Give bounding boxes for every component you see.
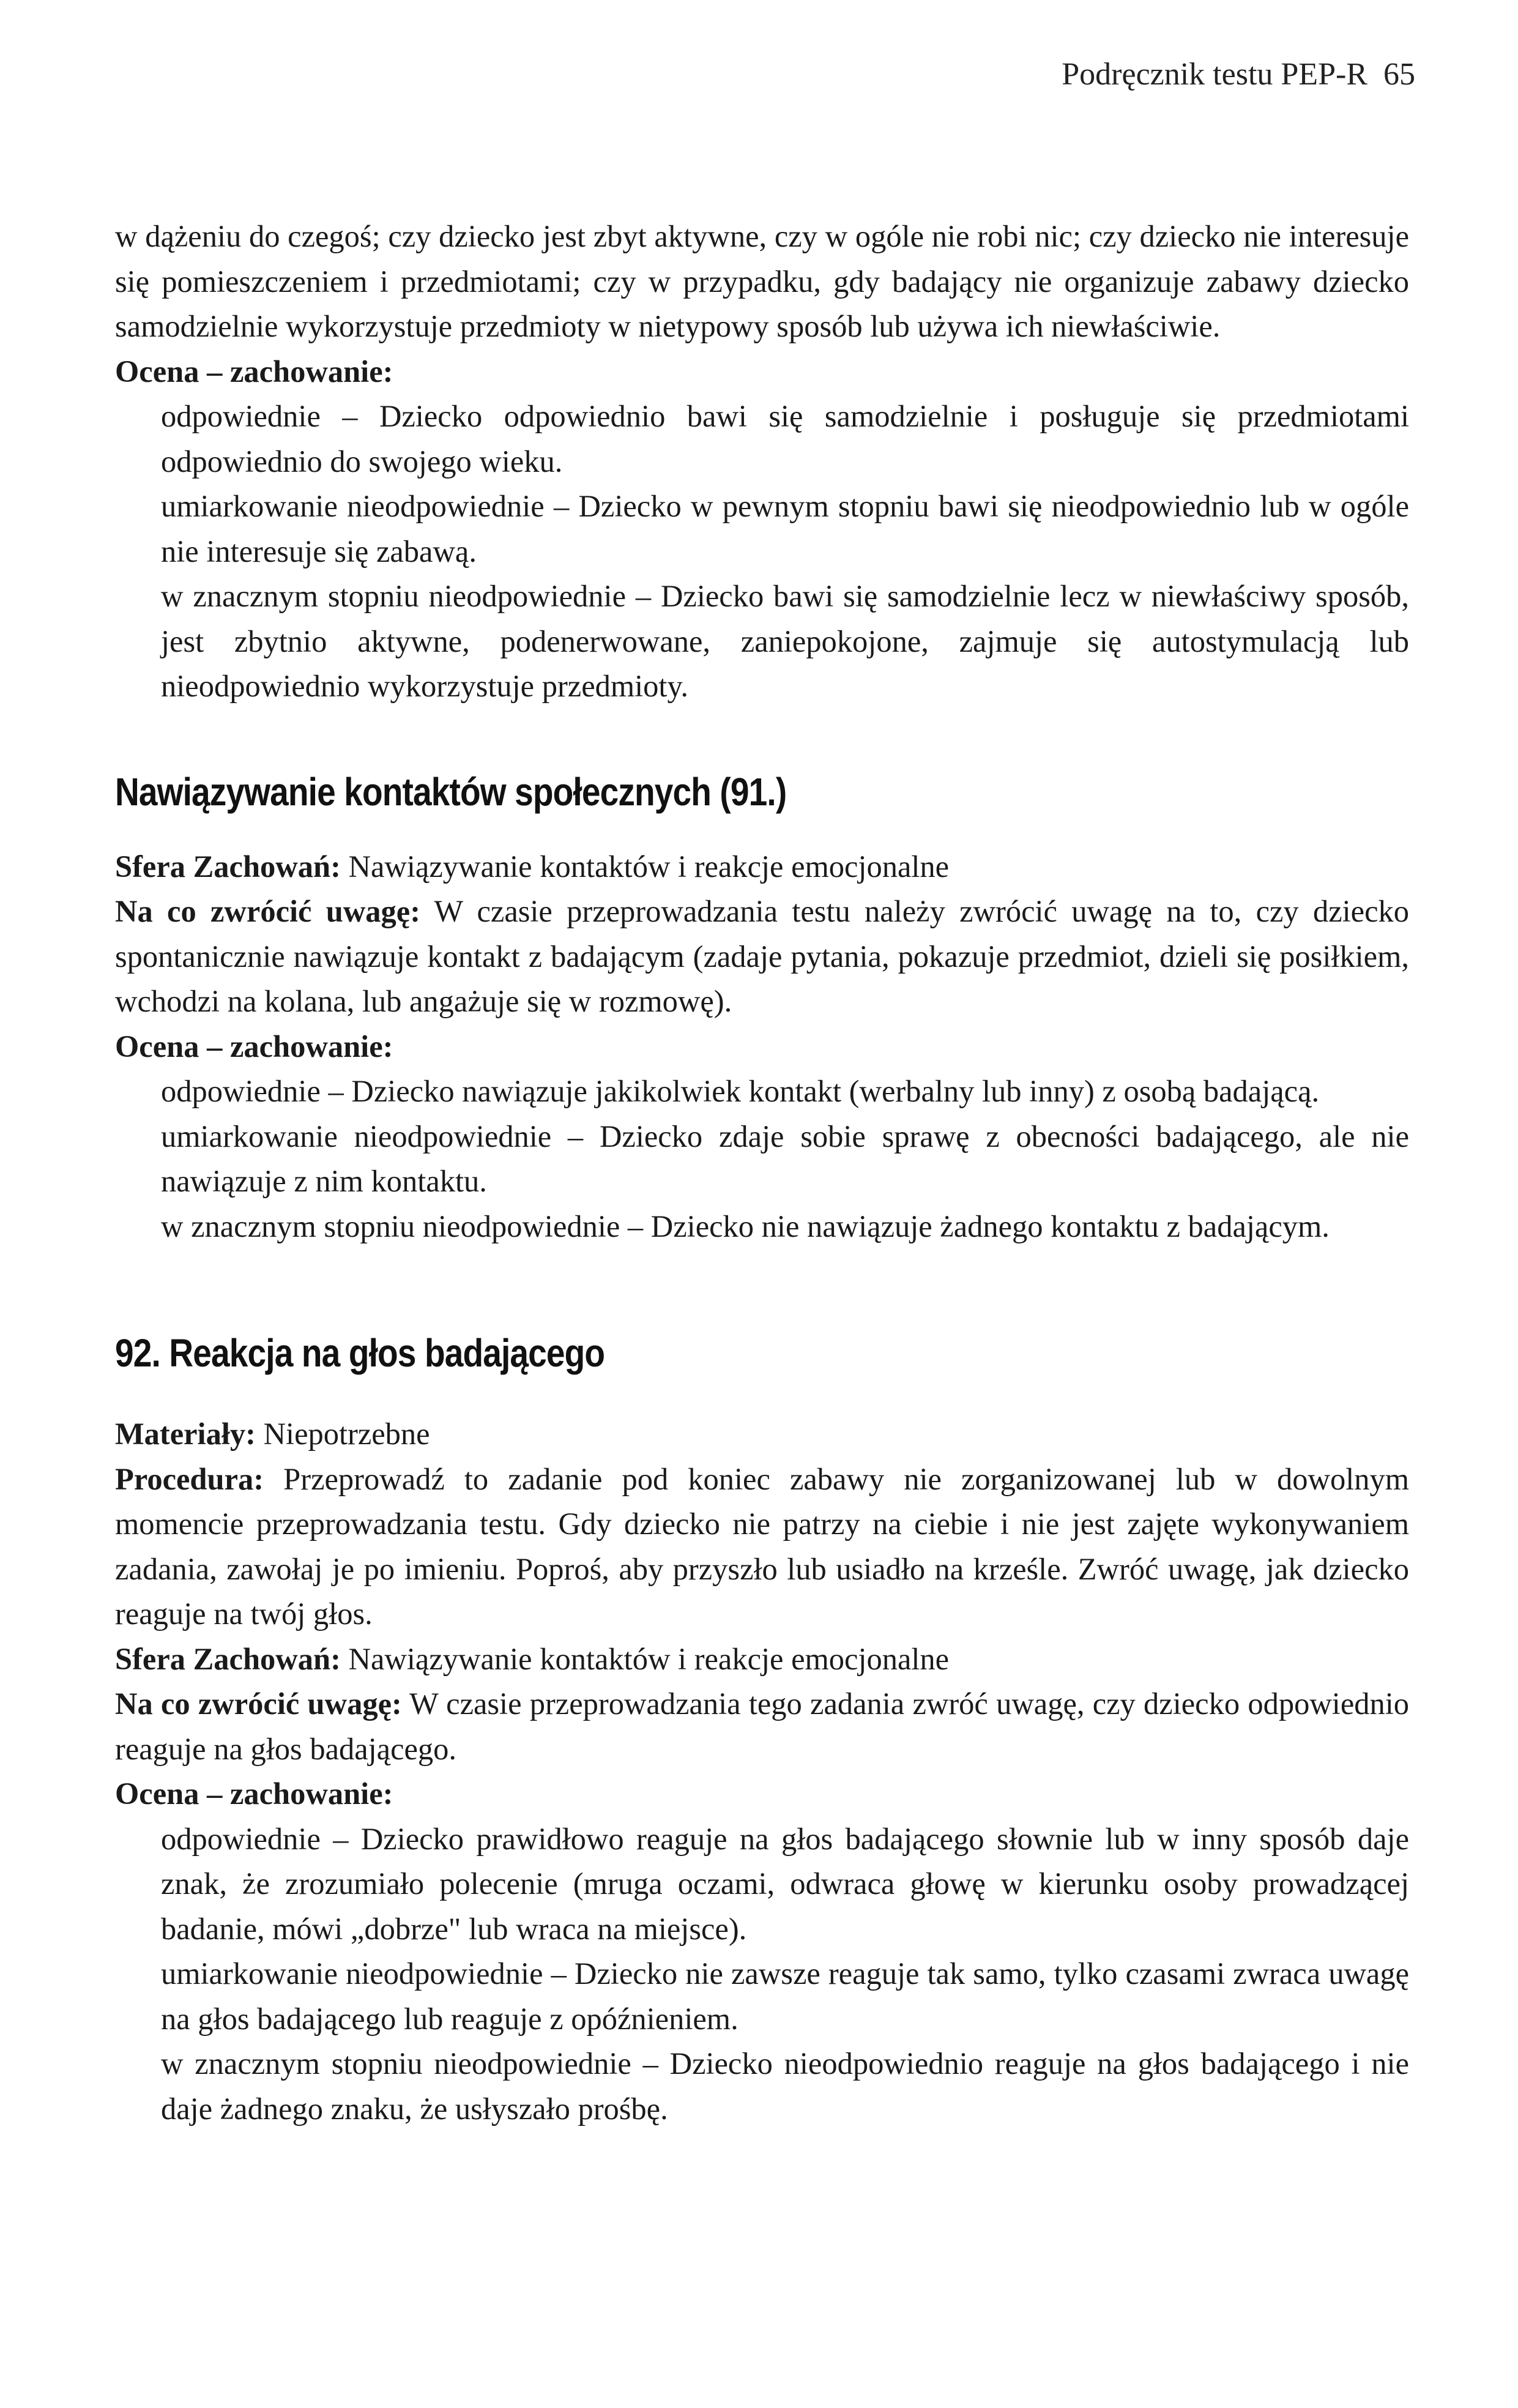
s91-sfera <box>115 844 1409 890</box>
s91-sfera-label: Sfera Zachowań: <box>115 849 341 884</box>
s91-rating-moderate: umiarkowanie nieodpowiednie – Dziecko zdaje sobie sprawę z obecności badającego, ale nie nawiązuje z nim kontaktu. <box>161 1119 1409 1198</box>
running-title: Podręcznik testu PEP-R <box>1062 57 1367 92</box>
page-body <box>115 214 1409 2131</box>
intro-rating-moderate: umiarkowanie nieodpowiednie – Dziecko w pewnym stopniu bawi się nieodpowiednio lub w ogóle nie interesuje się zabawą. <box>161 489 1409 568</box>
intro-ocena-label: Ocena – zachowanie: <box>115 354 393 389</box>
intro-rating-adequate: odpowiednie – Dziecko odpowiednio bawi się samodzielnie i posługuje się przedmiotami odpowiednio do swojego wieku. <box>161 399 1409 479</box>
s92-sfera-text: Nawiązywanie kontaktów i reakcje emocjonalne <box>348 1641 950 1676</box>
running-header <box>1062 56 1415 92</box>
s92-sfera-label: Sfera Zachowań: <box>115 1641 341 1676</box>
s92-rating-adequate: odpowiednie – Dziecko prawidłowo reaguje na głos badającego słownie lub w inny sposób daje znak, że zrozumiało polecenie (mruga oczami, odwraca głowę w kierunku osoby prowadzącej badanie, mówi „dobrze" lub wraca na miejsce). <box>161 1821 1409 1946</box>
s92-rating-severe: w znacznym stopniu nieodpowiednie – Dziecko nieodpowiednio reaguje na głos badającego i nie daje żadnego znaku, że usłyszało prośbę. <box>161 2046 1409 2126</box>
s92-procedura-label: Procedura: <box>115 1461 264 1496</box>
s91-nacozwrocic-label: Na co zwrócić uwagę: <box>115 894 421 928</box>
s92-materialy-text: Niepotrzebne <box>263 1417 430 1451</box>
intro-rating-severe: w znacznym stopniu nieodpowiednie – Dziecko bawi się samodzielnie lecz w niewłaściwy sposób, jest zbytnio aktywne, podenerwowane, zaniepokojone, zajmuje się autostymulacją lub nieodpowiednio wykorzystuje przedmioty. <box>161 579 1409 703</box>
s91-rating-adequate: odpowiednie – Dziecko nawiązuje jakikolwiek kontakt (werbalny lub inny) z osobą badającą. <box>161 1074 1320 1108</box>
s92-nacozwrocic-label: Na co zwrócić uwagę: <box>115 1687 402 1721</box>
s92-nacozwrocic-text: W czasie przeprowadzania tego zadania zwróć uwagę, czy dziecko odpowiednio reaguje na głos badającego. <box>115 1687 1410 1766</box>
s92-sfera <box>115 1637 1409 1682</box>
s91-nacozwrocic-text: W czasie przeprowadzania testu należy zwrócić uwagę na to, czy dziecko spontanicznie nawiązuje kontakt z badającym (zadaje pytania, pokazuje przedmiot, dzieli się posiłkiem, wchodzi na kolana, lub angażuje się w rozmowę). <box>115 894 1409 1018</box>
section-92-heading: 92. Reakcja na głos badającego <box>115 1331 605 1375</box>
s91-ocena-label: Ocena – zachowanie: <box>115 1029 393 1064</box>
page-number: 65 <box>1383 57 1415 92</box>
s91-sfera-text: Nawiązywanie kontaktów i reakcje emocjonalne <box>348 849 950 884</box>
s92-rating-moderate: umiarkowanie nieodpowiednie – Dziecko nie zawsze reaguje tak samo, tylko czasami zwraca uwagę na głos badającego lub reaguje z opóźnieniem. <box>161 1956 1409 2036</box>
s92-ocena-label: Ocena – zachowanie: <box>115 1776 393 1811</box>
s92-nacozwrocic <box>115 1682 1409 1772</box>
s92-materialy-label: Materiały: <box>115 1417 256 1451</box>
s92-procedura-text: Przeprowadź to zadanie pod koniec zabawy nie zorganizowanej lub w dowolnym momencie przeprowadzania testu. Gdy dziecko nie patrzy na ciebie i nie jest zajęte wykonywaniem zadania, zawołaj je po imieniu. Poproś, aby przyszło lub usiadło na krześle. Zwróć uwagę, jak dziecko reaguje na twój głos. <box>115 1461 1409 1631</box>
s92-procedura <box>115 1457 1409 1637</box>
s91-nacozwrocic <box>115 889 1409 1024</box>
intro-paragraph: w dążeniu do czegoś; czy dziecko jest zbyt aktywne, czy w ogóle nie robi nic; czy dziecko nie interesuje się pomieszczeniem i przedmiotami; czy w przypadku, gdy badający nie organizuje zabawy dziecko samodzielnie wykorzystuje przedmioty w nietypowy sposób lub używa ich niewłaściwie. <box>115 219 1409 343</box>
s92-materialy <box>115 1412 1409 1457</box>
section-91-heading: Nawiązywanie kontaktów społecznych (91.) <box>115 769 787 814</box>
s91-rating-severe: w znacznym stopniu nieodpowiednie – Dziecko nie nawiązuje żadnego kontaktu z badającym. <box>161 1209 1330 1243</box>
